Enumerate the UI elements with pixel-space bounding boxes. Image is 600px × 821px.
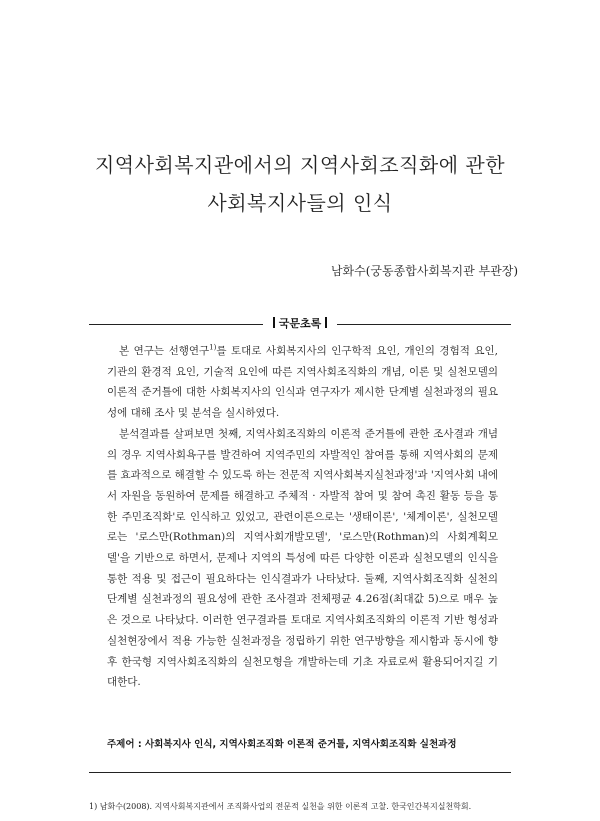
abstract-heading-text: 국문초록 <box>278 317 322 330</box>
abstract-heading <box>263 316 338 332</box>
paper-title-line-1: 지역사회복지관에서의 지역사회조직화에 관한 <box>94 153 506 177</box>
paper-title-line-2: 사회복지사들의 인식 <box>207 191 393 215</box>
footnote-ref: 1) <box>209 343 217 352</box>
heading-bar-left <box>273 317 275 328</box>
heading-bar-right <box>325 317 327 328</box>
abstract-p1-text: 본 연구는 선행연구 <box>119 345 210 357</box>
keywords: 주제어 : 사회복지사 인식, 지역사회조직화 이론적 준거틀, 지역사회조직화 실천과정 <box>107 739 457 750</box>
abstract-body <box>107 341 498 693</box>
section-bottom-rule <box>89 772 511 773</box>
abstract-paragraph-1 <box>107 341 498 424</box>
author-affiliation: 남화수(궁동종합사회복지관 부관장) <box>330 264 518 278</box>
abstract-heading-wrap <box>0 316 600 332</box>
paper-title <box>0 146 600 222</box>
abstract-paragraph-2: 분석결과를 살펴보면 첫째, 지역사회조직화의 이론적 준거틀에 관한 조사결과 개념의 경우 지역사회욕구를 발견하여 지역주민의 자발적인 참여를 통해 지역사회의 문제를 효과적으로 해결할 수 있도록 하는 전문적 지역사회복지실천과정'과 '지역사회 내에서 자원을 동원하여 문제를 해결하고 주체적 · 자발적 참여 및 참여 촉진 활동 등을 통한 주민조직화'로 인식하고 있었고, 관련이론으로는 '생태이론', '체계이론', 실천모델로는 '로스만(Rothman)의 지역사회개발모델', '로스만(Rothman)의 사회계획모델'을 기반으로 하면서, 문제나 지역의 특성에 따른 다양한 이론과 실천모델의 인식을 통한 적용 및 접근이 필요하다는 인식결과가 나타났다. 둘째, 지역사회조직화 실천의 단계별 실천과정의 필요성에 관한 조사결과 전체평균 4.26점(최대값 5)으로 매우 높은 것으로 나타났다. 이러한 연구결과를 토대로 지역사회조직화의 이론적 기반 형성과 실천현장에서 적용 가능한 실천과정을 정립하기 위한 연구방향을 제시함과 동시에 향후 한국형 지역사회조직화의 실천모형을 개발하는데 기초 자료로써 활용되어지길 기대한다. <box>107 427 498 689</box>
footnote: 1) 남화수(2008). 지역사회복지관에서 조직화사업의 전문적 실천을 위한 이론적 고찰. 한국인간복지실천학회. <box>89 802 472 811</box>
abstract-p1-text-cont: 를 토대로 사회복지사의 인구학적 요인, 개인의 경험적 요인, 기관의 환경적 요인, 기술적 요인에 따른 지역사회조직화의 개념, 이론 및 실천모델의 이론적 준거틀에 대한 사회복지사의 인식과 연구자가 제시한 단계별 실천과정의 필요성에 대해 조사 및 분석을 실시하였다. <box>107 345 498 420</box>
